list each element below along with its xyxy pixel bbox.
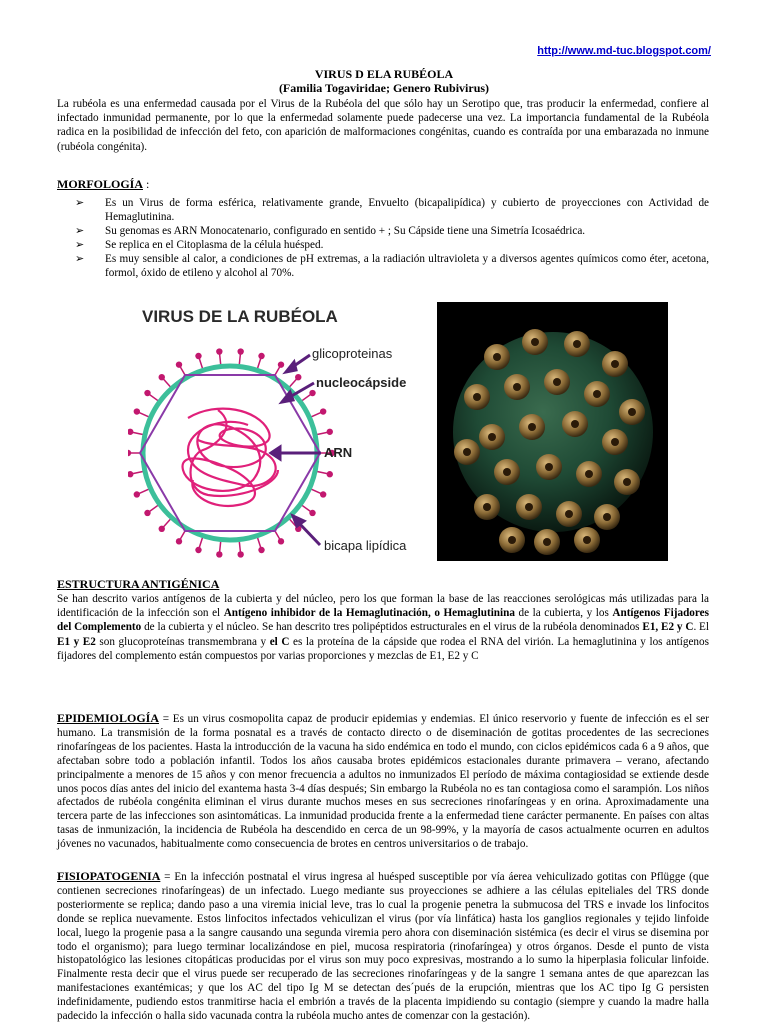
projection-center	[565, 510, 573, 518]
glycoprotein-spike	[199, 358, 202, 368]
projection-center	[553, 378, 561, 386]
glycoprotein-spike	[139, 412, 149, 416]
glycoprotein-spike-head	[159, 374, 165, 380]
text-bold: E1 y E2	[57, 635, 96, 648]
projection-center	[513, 383, 521, 391]
text-run: son glucoproteínas transmembrana y	[95, 635, 270, 648]
glycoprotein-spike-head	[159, 526, 165, 532]
list-item	[75, 252, 709, 280]
arrow-bullet-icon: ➢	[75, 197, 85, 209]
glycoprotein-spike-head	[295, 374, 301, 380]
projection-center	[623, 478, 631, 486]
glycoprotein-spike-head	[128, 429, 133, 435]
rna-strand	[183, 409, 278, 506]
arrow-head	[282, 392, 293, 402]
projection-center	[611, 438, 619, 446]
arrow-head	[286, 362, 296, 372]
projection-center	[483, 503, 491, 511]
glycoprotein-spike	[220, 542, 221, 553]
glycoprotein-spike	[139, 489, 149, 493]
document-subtitle: (Familia Togaviridae; Genero Rubivirus)	[278, 81, 490, 95]
epidemiologia-paragraph	[57, 712, 709, 852]
glycoprotein-spike-head	[216, 348, 222, 354]
projection-center	[573, 340, 581, 348]
projection-center	[571, 420, 579, 428]
projection-center	[583, 536, 591, 544]
glycoprotein-spike-head	[258, 353, 264, 359]
intro-paragraph: La rubéola es una enfermedad causada por el Virus de la Rubéola del que sólo hay un Serotipo que, tras producir la enfermedad, confiere al infectado inmunidad permanente, por lo que la enfermedad solamente puede padecerse una vez. La importancia fundamental de la Rubéola radica en la posibilidad de infección del feto, con aparición de malformaciones congénitas, cuando es contraída por una embarazada no inmune (rubéola congénita).	[57, 98, 709, 153]
glycoprotein-spike-head	[176, 361, 182, 367]
glycoprotein-spike	[239, 542, 240, 553]
glycoprotein-spike-head	[134, 491, 140, 497]
projection-center	[603, 513, 611, 521]
projection-center	[543, 538, 551, 546]
glycoprotein-spike-head	[128, 471, 133, 477]
glycoprotein-spike	[220, 354, 221, 365]
arrow-bullet-icon: ➢	[75, 225, 85, 237]
diagram-title: VIRUS DE LA RUBÉOLA	[142, 307, 338, 326]
glycoprotein-spike-head	[320, 491, 326, 497]
glycoprotein-spike	[311, 489, 321, 493]
label-glycoproteins: glicoproteinas	[312, 346, 393, 361]
glycoprotein-spike-head	[309, 510, 315, 516]
projection-center	[463, 448, 471, 456]
glycoprotein-spike	[163, 379, 170, 387]
estructura-paragraph	[57, 592, 709, 663]
projection-center	[503, 468, 511, 476]
projection-center	[531, 338, 539, 346]
glycoprotein-spike	[132, 432, 143, 434]
glycoprotein-spike	[163, 519, 170, 527]
text-run: de la cubierta, y los	[514, 607, 613, 620]
projection-center	[611, 360, 619, 368]
list-item-text: Es muy sensible al calor, a condiciones de pH extremas, a la radiación ultravioleta y a diversos agentes químicos como éter, acetona, formol, óxido de etileno y alcohol al 70%.	[105, 253, 709, 279]
glycoprotein-spike	[258, 538, 261, 548]
glycoprotein-spike-head	[237, 551, 243, 557]
morfologia-heading-colon: :	[143, 177, 150, 191]
rubella-virus-diagram	[128, 300, 424, 562]
glycoprotein-spike	[239, 354, 240, 365]
glycoprotein-spike-head	[176, 538, 182, 544]
glycoprotein-spike-head	[144, 390, 150, 396]
fisiopatogenia-paragraph	[57, 870, 709, 1024]
fisiopatogenia-heading: FISIOPATOGENIA	[57, 869, 161, 883]
projection-center	[525, 503, 533, 511]
projection-center	[493, 353, 501, 361]
epidemiologia-heading: EPIDEMIOLOGÍA	[57, 711, 160, 725]
glycoprotein-spike-head	[327, 429, 333, 435]
projection-center	[585, 470, 593, 478]
projection-center	[545, 463, 553, 471]
glycoprotein-spike-head	[320, 408, 326, 414]
glycoprotein-spike-head	[309, 390, 315, 396]
document-title: VIRUS D ELA RUBÉOLA	[314, 67, 454, 81]
projection-center	[593, 390, 601, 398]
glycoprotein-spike	[317, 432, 328, 434]
text-run: es la proteína de la cápside que rodea el RNA del virión. La hemaglutinina y los antígenos fijadores del complemento están compuestos por varias proporciones y mezclas de E1, E2 y C	[57, 635, 709, 662]
glycoprotein-spike-head	[128, 450, 131, 456]
arrow-bullet-icon: ➢	[75, 253, 85, 265]
arrow-bullet-icon: ➢	[75, 239, 85, 251]
glycoprotein-spike-head	[278, 538, 284, 544]
text-run: Se han descrito varios antígenos de la cubierta y del núcleo, pero los que forman la base de las reacciones serológicas más utilizadas para la identificación de la infección son el	[57, 593, 709, 620]
glycoprotein-spike-head	[195, 353, 201, 359]
list-item-text: Se replica en el Citoplasma de la célula huésped.	[105, 239, 324, 251]
text-run: = En la infección postnatal el virus ingresa al huésped susceptible por vía áerea vehiculizado gotitas con Pflügge (que contienen secreciones rinofaríngeas) de un infectado. Luego mediante sus proyecciones se adhiere a las células epiteliales del TRS donde posteriormente se replica; dando paso a una viremia inicial leve, tras lo cual la progenie penetra la submucosa del TRS e invade los linfocitos donde se replica nuevamente. Estos linfocitos infectados vehiculizan el virus (por vía linfática) hasta los ganglios regionales y tejido linfoide local, luego la progenie pasa a la sangre causando una segunda viremia pero ahora con diseminación sistémica (es decir el virus se disemina por todo el organismo); para luego terminar localizándose en piel, mucosa respiratoria (rinofaríngea) y otros órganos. Desde el punto de vista histopatológico las lesiones citopáticas producidas por el virus son muy poco expresivas, mostrando a lo sumo la hiperplasia folicular linfoide. Finalmente resta decir que el virus puede ser recuperado de las secreciones rinofaríngeas y de la sangre 1 semana antes de que aparezcan las manifestaciones exantémicas; y que los AC del tipo Ig M se detectan des´pués de la erupción, mientras que los AC tipo Ig G persisten indefinidamente, pudiendo estos tranmitirse hacia el embrión a través de la placenta impidiendo su contagio (siempre y cuando la madre halla padecido la infección o halla sido vacunada contra la rubéola mucho antes de comenzar con la gestación).	[57, 871, 709, 1023]
text-bold: el C	[269, 635, 290, 648]
label-lipid-bilayer: bicapa lipídica	[324, 538, 407, 553]
label-nucleocapsid: nucleocápside	[316, 375, 407, 390]
glycoprotein-spike-head	[258, 547, 264, 553]
glycoprotein-spike	[317, 472, 328, 474]
projection-center	[488, 433, 496, 441]
projection-center	[528, 423, 536, 431]
estructura-heading	[57, 577, 219, 592]
arrow-lipid-bilayer	[298, 522, 320, 545]
text-run: de la cubierta y el núcleo. Se han descrito tres polipéptidos estructurales en el virus de la rubéola denominados	[141, 621, 643, 634]
rubella-virus-3d-image	[437, 302, 668, 561]
text-run: . El	[693, 621, 710, 634]
morfologia-list	[75, 196, 709, 280]
glycoprotein-spike	[311, 412, 321, 416]
glycoprotein-spike	[302, 505, 311, 511]
glycoprotein-spike-head	[216, 551, 222, 557]
glycoprotein-spike-head	[195, 547, 201, 553]
glycoprotein-spike-head	[278, 361, 284, 367]
label-rna: ARN	[324, 445, 353, 460]
glycoprotein-spike	[290, 379, 297, 387]
blog-url-link[interactable]: http://www.md-tuc.blogspot.com/	[537, 45, 711, 57]
glycoprotein-spike	[149, 394, 158, 400]
estructura-heading-text: ESTRUCTURA ANTIGÉNICA	[57, 577, 220, 591]
glycoprotein-spike	[302, 394, 311, 400]
glycoprotein-spike-head	[134, 408, 140, 414]
morfologia-heading	[57, 177, 149, 192]
list-item	[75, 196, 709, 224]
text-run: = Es un virus cosmopolita capaz de producir epidemias y endemias. El único reservorio y fuente de infección es el ser humano. La transmisión de la forma posnatal es a través de contacto directo o de diseminación de gotitas procedentes de las secreciones rinofaríngeas de los pacientes. Hasta la introducción de la vacuna ha sido endémica en todo el mundo, con ciclos epidémicos cada 6 a 9 años, que afectaban sobre todo a población infantil. Todos los años causaba brotes epidémicos estacionales durante primavera – verano, afectando principalmente a menores de 15 años y con menor frecuencia a adultos no inmunizados El período de máxima contagiosidad se extiende desde unos pocos días antes del inicio del exantema hasta 3-4 días después; Sin embargo la Rubéola no es tan contagiosa como el sarampión. Los niños afectados de rubéola congénita eliminan el virus durante muchos meses en sus secreciones rinofaríngeas y en orina. Aproximadamente una tercera parte de las infecciones son asintomáticas. La inmunidad producida frente a la enfermedad tiene carácter permanente. En países con altas tasas de inmunización, la incidencia de Rubéola ha descendido en cerca de un 98-99%, y la mayoría de casos actualmente ocurren en adultos jóvenes no vacunados, habitualmente como consecuencia de brotes en centros universitarios o de trabajo.	[57, 713, 709, 851]
glycoprotein-spike-head	[237, 348, 243, 354]
projection-center	[508, 536, 516, 544]
list-item-text: Es un Virus de forma esférica, relativamente grande, Envuelto (bicapalipídica) y cubierto de proyecciones con Actividad de Hemaglutinina.	[105, 197, 709, 223]
list-item-text: Su genomas es ARN Monocatenario, configurado en sentido + ; Su Cápside tiene una Simetría Icosaédrica.	[105, 225, 586, 237]
text-bold: Antígeno inhibidor de la Hemaglutinación, o Hemaglutinina	[223, 607, 515, 620]
glycoprotein-spike-head	[327, 471, 333, 477]
glycoprotein-spike	[149, 505, 158, 511]
glycoprotein-spike	[132, 472, 143, 474]
projection-center	[628, 408, 636, 416]
arrow-head	[271, 447, 280, 459]
text-bold: E1, E2 y C	[642, 621, 694, 634]
list-item	[75, 238, 709, 252]
projection-center	[473, 393, 481, 401]
glycoprotein-spike	[258, 358, 261, 368]
glycoprotein-spike-head	[144, 510, 150, 516]
list-item	[75, 224, 709, 238]
text-bold: Antígenos Fijadores del Complemento	[57, 607, 709, 634]
glycoprotein-spike	[199, 538, 202, 548]
morfologia-heading-text: MORFOLOGÍA	[57, 177, 143, 191]
